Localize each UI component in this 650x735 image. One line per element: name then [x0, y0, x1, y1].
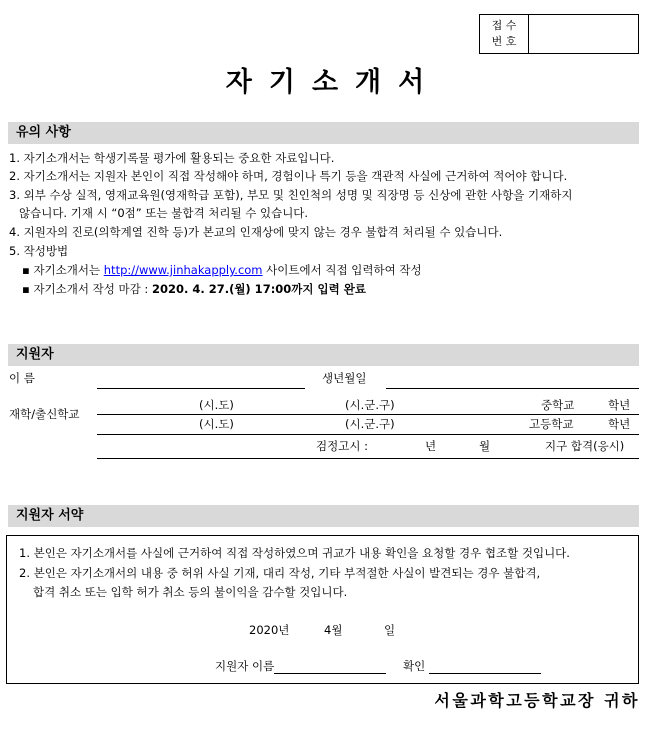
middle-grade-label: 학년 [608, 398, 631, 412]
pledge-date-month: 4월 [324, 623, 343, 637]
pledge-line-2: 2. 본인은 자기소개서의 내용 중 허위 사실 기재, 대리 작성, 기타 부적절한 사실이 발견되는 경우 불합격, [19, 566, 541, 580]
note-item-1: 1. 자기소개서는 학생기록물 평가에 활용되는 중요한 자료입니다. [9, 151, 335, 165]
receipt-label [480, 15, 529, 53]
birth-input-line[interactable] [386, 388, 639, 389]
page-title: 자기소개서 [225, 67, 442, 98]
ged-label: 검정고시 : [316, 439, 368, 453]
pledge-line-2-cont: 합격 취소 또는 입학 허가 취소 등의 불이익을 감수할 것입니다. [33, 585, 348, 599]
middle-school-line[interactable] [97, 414, 639, 415]
name-input-line[interactable] [97, 388, 305, 389]
name-label: 이 름 [9, 371, 35, 385]
method-bullet-1-suffix: 사이트에서 직접 입력하여 작성 [262, 263, 422, 277]
pledge-line-1: 1. 본인은 자기소개서를 사실에 근거하여 직접 작성하였으며 귀교가 내용 확인을 요청할 경우 협조할 것입니다. [19, 546, 570, 560]
receipt-label-line1: 접 수 [491, 19, 517, 32]
high-school-label: 고등학교 [529, 417, 574, 431]
note-item-3-cont: 않습니다. 기재 시 “0점” 또는 불합격 처리될 수 있습니다. [19, 206, 309, 220]
applicant-name-label: 지원자 이름 [215, 659, 275, 673]
note-item-3: 3. 외부 수상 실적, 영재교육원(영재학급 포함), 부모 및 친인척의 성명 및 직장명 등 신상에 관한 사항을 기재하지 [9, 188, 573, 202]
note-item-4: 4. 지원자의 진로(의학계열 진학 등)가 본교의 인재상에 맞지 않는 경우 불합격 처리될 수 있습니다. [9, 225, 503, 239]
method-bullet-2-prefix: ▪ 자기소개서 작성 마감 : [22, 282, 152, 296]
pledge-heading: 지원자 서약 [8, 505, 639, 527]
receipt-number-field[interactable] [528, 15, 638, 53]
applicant-heading: 지원자 [8, 344, 639, 366]
ged-month-label: 월 [479, 439, 491, 453]
receipt-number-box [479, 14, 639, 54]
applicant-signature-row [215, 658, 386, 674]
method-bullet-1 [22, 262, 422, 278]
ged-line[interactable] [97, 458, 639, 459]
ged-region-label: 지구 합격(응시) [545, 439, 625, 453]
high-school-line[interactable] [97, 434, 639, 435]
school-addressee: 서울과학고등학교장 귀하 [434, 691, 640, 710]
applicant-name-line[interactable] [274, 659, 386, 674]
middle-sigungu: (시.군.구) [345, 398, 395, 412]
receipt-label-line2: 번 호 [491, 35, 517, 48]
middle-school-label: 중학교 [541, 398, 575, 412]
confirm-row [403, 658, 541, 674]
birth-label: 생년월일 [322, 371, 367, 385]
middle-sido: (시.도) [199, 398, 234, 412]
pledge-date-year: 2020년 [249, 623, 290, 637]
note-item-2: 2. 자기소개서는 지원자 본인이 직접 작성해야 하며, 경험이나 특기 등을 객관적 사실에 근거하여 적어야 합니다. [9, 169, 568, 183]
confirm-signature-line[interactable] [429, 659, 541, 674]
notes-heading: 유의 사항 [8, 122, 639, 144]
high-sigungu: (시.군.구) [345, 417, 395, 431]
school-label: 재학/출신학교 [9, 407, 80, 421]
confirm-label: 확인 [403, 659, 426, 673]
deadline-text: 2020. 4. 27.(월) 17:00까지 입력 완료 [151, 282, 366, 296]
high-sido: (시.도) [199, 417, 234, 431]
method-bullet-2 [22, 281, 366, 297]
ged-year-label: 년 [425, 439, 437, 453]
high-grade-label: 학년 [608, 417, 631, 431]
pledge-date-day: 일 [384, 623, 396, 637]
apply-site-link[interactable]: http://www.jinhakapply.com [103, 263, 263, 277]
method-bullet-1-prefix: ▪ 자기소개서는 [22, 263, 104, 277]
note-item-5: 5. 작성방법 [9, 244, 69, 258]
